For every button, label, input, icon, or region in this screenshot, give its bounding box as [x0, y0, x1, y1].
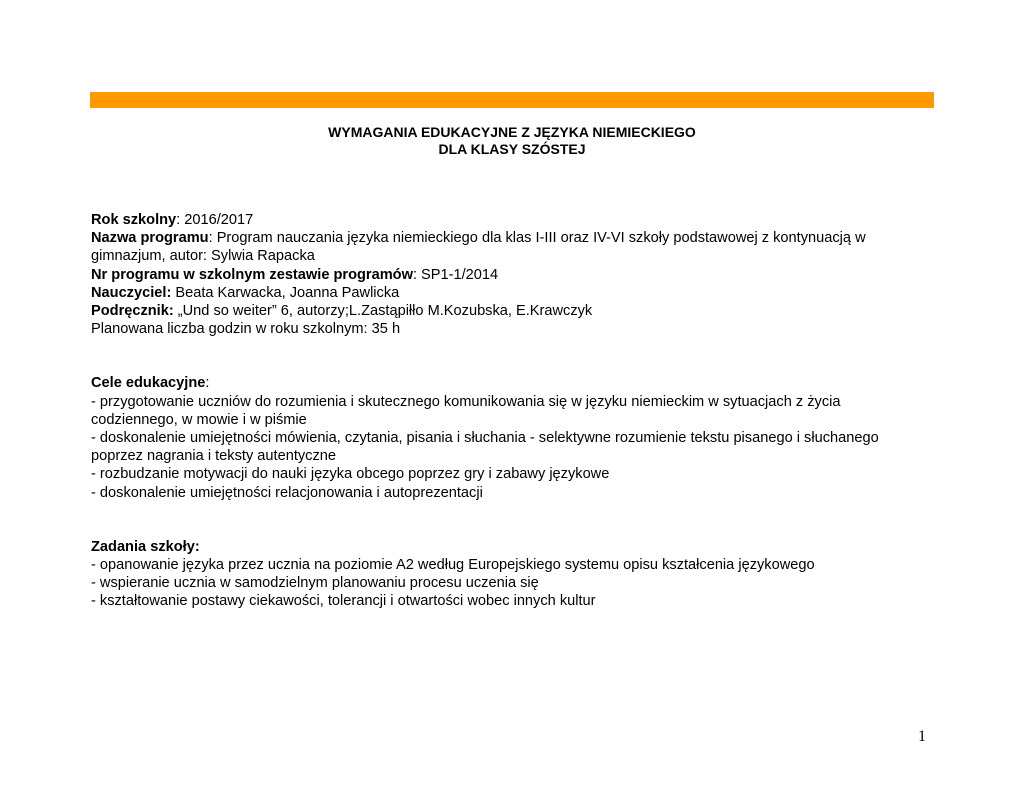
title-line-2: DLA KLASY SZÓSTEJ: [438, 141, 586, 157]
tasks-section: [91, 538, 931, 611]
tasks-heading: [91, 538, 931, 556]
school-year: [91, 211, 931, 229]
school-year-value: : 2016/2017: [176, 212, 254, 228]
textbook-label: Podręcznik:: [91, 303, 174, 320]
program-number: [91, 266, 931, 284]
task-item: - opanowanie języka przez ucznia na poziomie A2 według Europejskiego systemu opisu kształcenia językowego: [91, 557, 815, 574]
program-number-label: Nr programu w szkolnym zestawie programów: [91, 266, 413, 283]
goal-item: - doskonalenie umiejętności relacjonowania i autoprezentacji: [91, 484, 483, 501]
goal-item: - doskonalenie umiejętności mówienia, czytania, pisania i słuchania - selektywne rozumienie tekstu pisanego i słuchanego poprzez nagrania i teksty autentyczne: [91, 430, 879, 465]
program-number-value: : SP1-1/2014: [412, 266, 499, 283]
task-item: - wspieranie ucznia w samodzielnym planowaniu procesu uczenia się: [91, 575, 539, 592]
title-line-1: WYMAGANIA EDUKACYJNE Z JĘZYKA NIEMIECKIEGO: [328, 124, 696, 140]
task-item: - kształtowanie postawy ciekawości, tolerancji i otwartości wobec innych kultur: [91, 593, 596, 610]
document-title: [90, 124, 934, 158]
goal-item: - rozbudzanie motywacji do nauki języka obcego poprzez gry i zabawy językowe: [91, 466, 610, 483]
planned-hours: Planowana liczba godzin w roku szkolnym: 35 h: [91, 321, 401, 338]
tasks-heading-label: Zadania szkoły:: [91, 538, 200, 555]
goals-heading-label: Cele edukacyjne: [91, 375, 206, 392]
info-section: [91, 211, 931, 338]
school-year-label: Rok szkolny: [91, 212, 177, 228]
page-number: 1: [918, 728, 926, 745]
header-accent-bar: [90, 92, 934, 108]
program-name: [91, 229, 931, 265]
program-name-value: : Program nauczania języka niemieckiego dla klas I-III oraz IV-VI szkoły podstawowej z kontynuacją w gimnazjum, autor: Sylwia Rapacka: [91, 230, 866, 265]
teacher-value: Beata Karwacka, Joanna Pawlicka: [171, 284, 400, 301]
goals-heading-suffix: :: [205, 375, 210, 392]
program-name-label: Nazwa programu: [91, 230, 209, 247]
teacher: [91, 284, 931, 302]
goal-item: - przygotowanie uczniów do rozumienia i skutecznego komunikowania się w języku niemieckim w sytuacjach z życia codziennego, w mowie i w piśmie: [91, 393, 841, 428]
document-body: [91, 211, 931, 611]
goals-section: [91, 374, 931, 501]
goals-heading: [91, 374, 931, 392]
textbook: [91, 302, 931, 320]
textbook-value: „Und so weiter” 6, autorzy;L.Zastąpiłło M.Kozubska, E.Krawczyk: [173, 303, 593, 320]
teacher-label: Nauczyciel:: [91, 284, 172, 301]
